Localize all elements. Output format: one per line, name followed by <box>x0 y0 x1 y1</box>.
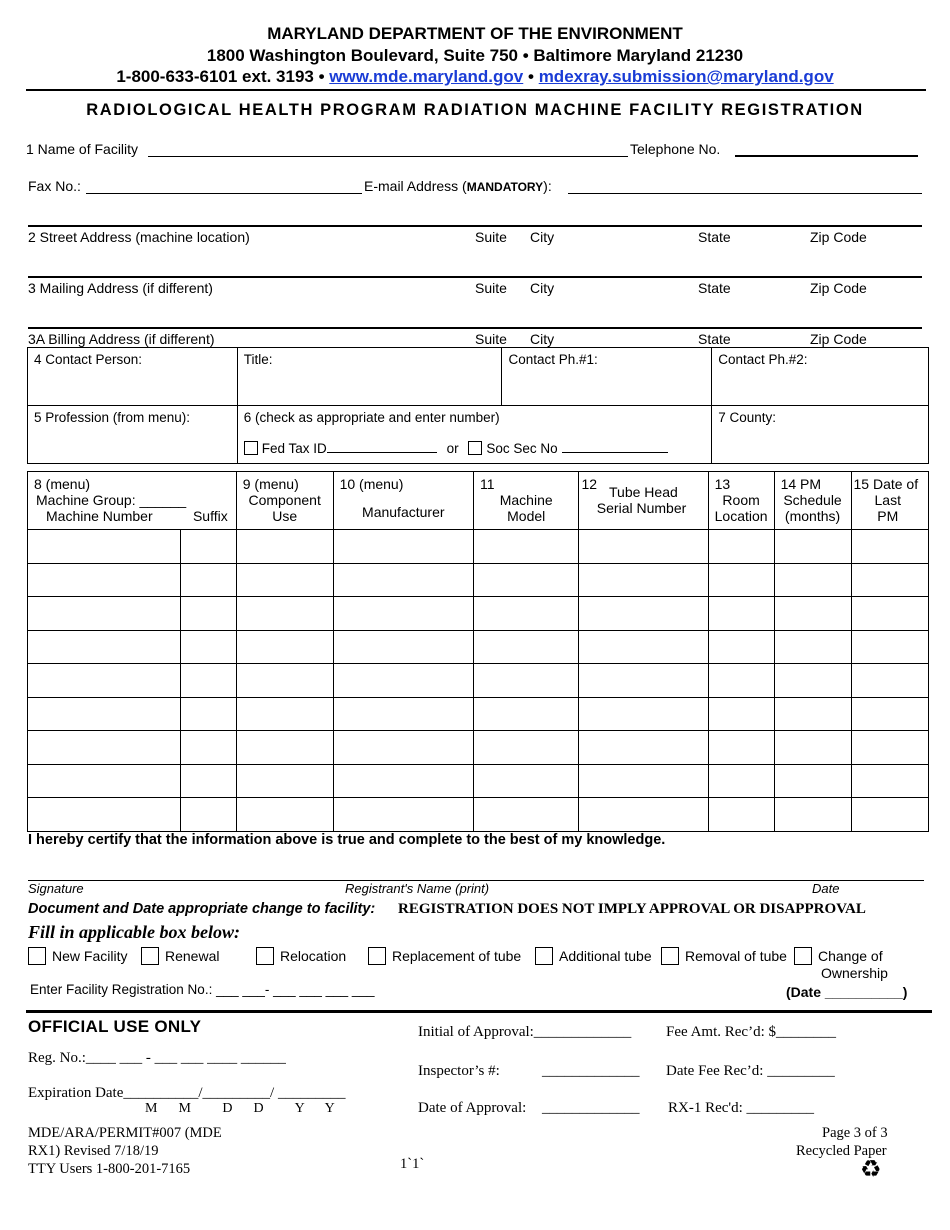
fed-tax-checkbox[interactable] <box>244 441 258 455</box>
official-divider <box>26 1010 932 1013</box>
expiration-date-format: M M D D Y Y <box>145 1101 335 1116</box>
tax-id-options <box>244 441 705 456</box>
mailing-city-label: City <box>530 280 555 296</box>
schedule-cell[interactable] <box>774 764 851 798</box>
schedule-cell[interactable] <box>774 798 851 832</box>
model-cell[interactable] <box>473 664 578 698</box>
machine-number-cell[interactable] <box>28 764 181 798</box>
mailing-label: 3 Mailing Address (if different) <box>28 280 213 296</box>
schedule-cell[interactable] <box>774 530 851 564</box>
relocation-checkbox[interactable] <box>256 947 274 965</box>
model-cell[interactable] <box>473 597 578 631</box>
inspector-label: Inspector’s #: <box>418 1063 500 1079</box>
billing-suite-label: Suite <box>475 331 507 347</box>
or-label: or <box>446 441 459 456</box>
billing-zip-label: Zip Code <box>810 331 867 347</box>
separator: • <box>528 67 534 86</box>
street-city-label: City <box>530 229 555 245</box>
room-cell[interactable] <box>708 630 774 664</box>
machine-row <box>28 597 929 631</box>
street-state-label: State <box>698 229 731 245</box>
last-pm-cell[interactable] <box>851 798 929 832</box>
manufacturer-cell[interactable] <box>333 764 473 798</box>
suffix-cell[interactable] <box>181 798 237 832</box>
component-cell[interactable] <box>236 731 333 765</box>
suffix-cell[interactable] <box>181 597 237 631</box>
org-phone: 1-800-633-6101 ext. 3193 • <box>116 67 325 86</box>
suffix-cell[interactable] <box>181 630 237 664</box>
county-cell[interactable]: 7 County: <box>712 406 929 464</box>
option-renewal[interactable]: Renewal <box>141 947 219 965</box>
tax-id-instructions: 6 (check as appropriate and enter number) <box>243 410 500 425</box>
pm-schedule-header: 14 PM Schedule (months) <box>774 472 851 530</box>
manufacturer-cell[interactable] <box>333 731 473 765</box>
ssn-checkbox[interactable] <box>468 441 482 455</box>
serial-cell[interactable] <box>579 764 708 798</box>
manufacturer-cell[interactable] <box>333 798 473 832</box>
facility-name-label: 1 Name of Facility <box>26 141 139 157</box>
email-label: E-mail Address (MANDATORY): <box>364 178 552 194</box>
last-pm-cell[interactable] <box>851 530 929 564</box>
machine-model-header: 11 Machine Model <box>473 472 578 530</box>
serial-cell[interactable] <box>579 563 708 597</box>
contact-ph1-cell[interactable]: Contact Ph.#1: <box>502 348 712 406</box>
suffix-cell[interactable] <box>181 731 237 765</box>
contact-person-cell[interactable]: 4 Contact Person: <box>28 348 238 406</box>
billing-state-label: State <box>698 331 731 347</box>
last-pm-cell[interactable] <box>851 764 929 798</box>
rx1-received[interactable]: RX-1 Rec'd: _________ <box>668 1100 815 1116</box>
serial-cell[interactable] <box>579 597 708 631</box>
street-zip-label: Zip Code <box>810 229 867 245</box>
manufacturer-header: 10 (menu) Manufacturer <box>333 472 473 530</box>
date-approval-field[interactable]: _____________ <box>542 1100 640 1116</box>
last-pm-cell[interactable] <box>851 597 929 631</box>
manufacturer-cell[interactable] <box>333 630 473 664</box>
initial-approval[interactable]: Initial of Approval:_____________ <box>418 1024 632 1040</box>
schedule-cell[interactable] <box>774 664 851 698</box>
profession-cell[interactable]: 5 Profession (from menu): <box>28 406 238 464</box>
manufacturer-cell[interactable] <box>333 530 473 564</box>
model-cell[interactable] <box>473 630 578 664</box>
machine-number-cell[interactable] <box>28 597 181 631</box>
org-contact-line <box>0 67 950 87</box>
machine-row <box>28 530 929 564</box>
model-cell[interactable] <box>473 530 578 564</box>
machine-number-cell[interactable] <box>28 697 181 731</box>
serial-cell[interactable] <box>579 731 708 765</box>
last-pm-cell[interactable] <box>851 731 929 765</box>
machine-number-header: 8 (menu) Machine Group: ______ Machine Number Suffix <box>28 472 237 530</box>
removal-checkbox[interactable] <box>661 947 679 965</box>
inspector-field[interactable]: _____________ <box>542 1063 640 1079</box>
machine-row <box>28 731 929 765</box>
org-address: 1800 Washington Boulevard, Suite 750 • Baltimore Maryland 21230 <box>206 46 744 65</box>
page-number: Page 3 of 3 <box>822 1125 888 1141</box>
mailing-state-label: State <box>698 280 731 296</box>
machine-row <box>28 764 929 798</box>
title-cell[interactable]: Title: <box>237 348 502 406</box>
component-cell[interactable] <box>236 563 333 597</box>
street-line[interactable] <box>28 225 922 227</box>
machine-row <box>28 697 929 731</box>
official-reg-no[interactable]: Reg. No.:____ ___ - ___ ___ ____ ______ <box>28 1050 286 1066</box>
fed-tax-label: Fed Tax ID <box>261 441 327 456</box>
telephone-label: Telephone No. <box>630 141 721 157</box>
machine-number-cell[interactable] <box>28 630 181 664</box>
option-change-ownership[interactable]: Change of Ownership <box>794 947 888 981</box>
additional-checkbox[interactable] <box>535 947 553 965</box>
machine-row <box>28 664 929 698</box>
contact-table <box>27 347 929 464</box>
component-use-header: 9 (menu) Component Use <box>236 472 333 530</box>
official-use-heading: OFFICIAL USE ONLY <box>28 1017 202 1036</box>
mailing-zip-label: Zip Code <box>810 280 867 296</box>
machine-row <box>28 563 929 597</box>
last-pm-header: 15 Date of Last PM <box>851 472 929 530</box>
room-cell[interactable] <box>708 798 774 832</box>
component-cell[interactable] <box>236 798 333 832</box>
signature-label: Signature <box>28 881 84 896</box>
serial-cell[interactable] <box>579 630 708 664</box>
serial-cell[interactable] <box>579 530 708 564</box>
header-rule <box>26 89 926 91</box>
model-cell[interactable] <box>473 563 578 597</box>
change-date-field[interactable]: (Date __________) <box>786 984 908 1000</box>
date-fee-received[interactable]: Date Fee Rec’d: _________ <box>666 1063 835 1079</box>
option-replacement[interactable]: Replacement of tube <box>368 947 521 965</box>
billing-city-label: City <box>530 331 555 347</box>
street-label: 2 Street Address (machine location) <box>28 229 250 245</box>
manufacturer-cell[interactable] <box>333 563 473 597</box>
machine-number-cell[interactable] <box>28 664 181 698</box>
option-new-facility[interactable]: New Facility <box>28 947 127 965</box>
serial-cell[interactable] <box>579 798 708 832</box>
room-cell[interactable] <box>708 597 774 631</box>
model-cell[interactable] <box>473 697 578 731</box>
machine-row <box>28 630 929 664</box>
component-cell[interactable] <box>236 764 333 798</box>
manufacturer-cell[interactable] <box>333 597 473 631</box>
new-facility-checkbox[interactable] <box>28 947 46 965</box>
schedule-cell[interactable] <box>774 630 851 664</box>
component-cell[interactable] <box>236 630 333 664</box>
manufacturer-cell[interactable] <box>333 664 473 698</box>
signature-date-label: Date <box>812 881 840 896</box>
model-cell[interactable] <box>473 731 578 765</box>
billing-line[interactable] <box>28 327 922 329</box>
email-link[interactable]: mdexray.submission@maryland.gov <box>538 67 834 86</box>
center-mark: 1`1` <box>400 1156 425 1172</box>
room-cell[interactable] <box>708 764 774 798</box>
machine-row <box>28 798 929 832</box>
room-cell[interactable] <box>708 530 774 564</box>
change-ownership-checkbox[interactable] <box>794 947 812 965</box>
model-cell[interactable] <box>473 798 578 832</box>
recycled-paper: Recycled Paper <box>796 1143 887 1159</box>
certify-statement: I hereby certify that the information above is true and complete to the best of my knowledge. <box>28 832 666 848</box>
schedule-cell[interactable] <box>774 697 851 731</box>
fax-label: Fax No.: <box>28 178 81 194</box>
form-title: RADIOLOGICAL HEALTH PROGRAM RADIATION MACHINE FACILITY REGISTRATION <box>86 101 864 119</box>
tty-line: TTY Users 1-800-201-7165 <box>28 1161 191 1177</box>
room-location-header: 13 Room Location <box>708 472 774 530</box>
schedule-cell[interactable] <box>774 563 851 597</box>
last-pm-cell[interactable] <box>851 563 929 597</box>
facility-reg-no-field[interactable]: Enter Facility Registration No.: ___ ___- ___ ___ ___ ___ <box>30 982 375 997</box>
change-doc-label: Document and Date appropriate change to facility: <box>28 901 376 917</box>
email-field[interactable] <box>568 177 922 194</box>
mailing-suite-label: Suite <box>475 280 507 296</box>
component-cell[interactable] <box>236 530 333 564</box>
schedule-cell[interactable] <box>774 597 851 631</box>
schedule-cell[interactable] <box>774 731 851 765</box>
last-pm-cell[interactable] <box>851 664 929 698</box>
machine-number-cell[interactable] <box>28 731 181 765</box>
last-pm-cell[interactable] <box>851 697 929 731</box>
machine-table <box>27 471 929 832</box>
suffix-cell[interactable] <box>181 664 237 698</box>
telephone-field[interactable] <box>735 140 918 157</box>
org-name: MARYLAND DEPARTMENT OF THE ENVIRONMENT <box>267 24 683 43</box>
serial-cell[interactable] <box>579 697 708 731</box>
fax-field[interactable] <box>86 177 362 194</box>
option-removal[interactable]: Removal of tube <box>661 947 787 965</box>
facility-name-field[interactable] <box>148 140 628 157</box>
machine-number-cell[interactable] <box>28 798 181 832</box>
form-id-line1: MDE/ARA/PERMIT#007 (MDE <box>28 1125 222 1141</box>
registrant-name-label: Registrant's Name (print) <box>345 881 490 896</box>
ssn-label: Soc Sec No <box>486 441 558 456</box>
room-cell[interactable] <box>708 697 774 731</box>
form-id-line2: RX1) Revised 7/18/19 <box>28 1143 159 1159</box>
date-approval-label: Date of Approval: <box>418 1100 527 1116</box>
model-cell[interactable] <box>473 764 578 798</box>
option-relocation[interactable]: Relocation <box>256 947 346 965</box>
disclaimer: REGISTRATION DOES NOT IMPLY APPROVAL OR DISAPPROVAL <box>398 901 866 917</box>
tube-serial-header: 12 Tube Head Serial Number <box>579 472 708 530</box>
component-cell[interactable] <box>236 664 333 698</box>
machine-number-cell[interactable] <box>28 530 181 564</box>
suffix-cell[interactable] <box>181 764 237 798</box>
option-additional[interactable]: Additional tube <box>535 947 652 965</box>
suffix-cell[interactable] <box>181 530 237 564</box>
machine-number-cell[interactable] <box>28 563 181 597</box>
manufacturer-cell[interactable] <box>333 697 473 731</box>
fed-tax-field[interactable] <box>327 441 437 453</box>
tax-id-cell <box>237 406 711 464</box>
contact-ph2-cell[interactable]: Contact Ph.#2: <box>712 348 929 406</box>
machine-header-row <box>28 472 929 530</box>
renewal-checkbox[interactable] <box>141 947 159 965</box>
suffix-cell[interactable] <box>181 697 237 731</box>
component-cell[interactable] <box>236 697 333 731</box>
fee-amount[interactable]: Fee Amt. Rec’d: $________ <box>666 1024 836 1040</box>
ssn-field[interactable] <box>562 441 668 453</box>
component-cell[interactable] <box>236 597 333 631</box>
street-suite-label: Suite <box>475 229 507 245</box>
room-cell[interactable] <box>708 731 774 765</box>
recycle-icon: ♻ <box>860 1156 882 1183</box>
fill-in-heading: Fill in applicable box below: <box>28 922 240 942</box>
replacement-checkbox[interactable] <box>368 947 386 965</box>
room-cell[interactable] <box>708 563 774 597</box>
expiration-date[interactable]: Expiration Date__________/_________/ _________ <box>28 1085 346 1101</box>
last-pm-cell[interactable] <box>851 630 929 664</box>
serial-cell[interactable] <box>579 664 708 698</box>
billing-label: 3A Billing Address (if different) <box>28 331 215 347</box>
room-cell[interactable] <box>708 664 774 698</box>
suffix-cell[interactable] <box>181 563 237 597</box>
website-link[interactable]: www.mde.maryland.gov <box>329 67 524 86</box>
mailing-line[interactable] <box>28 276 922 278</box>
